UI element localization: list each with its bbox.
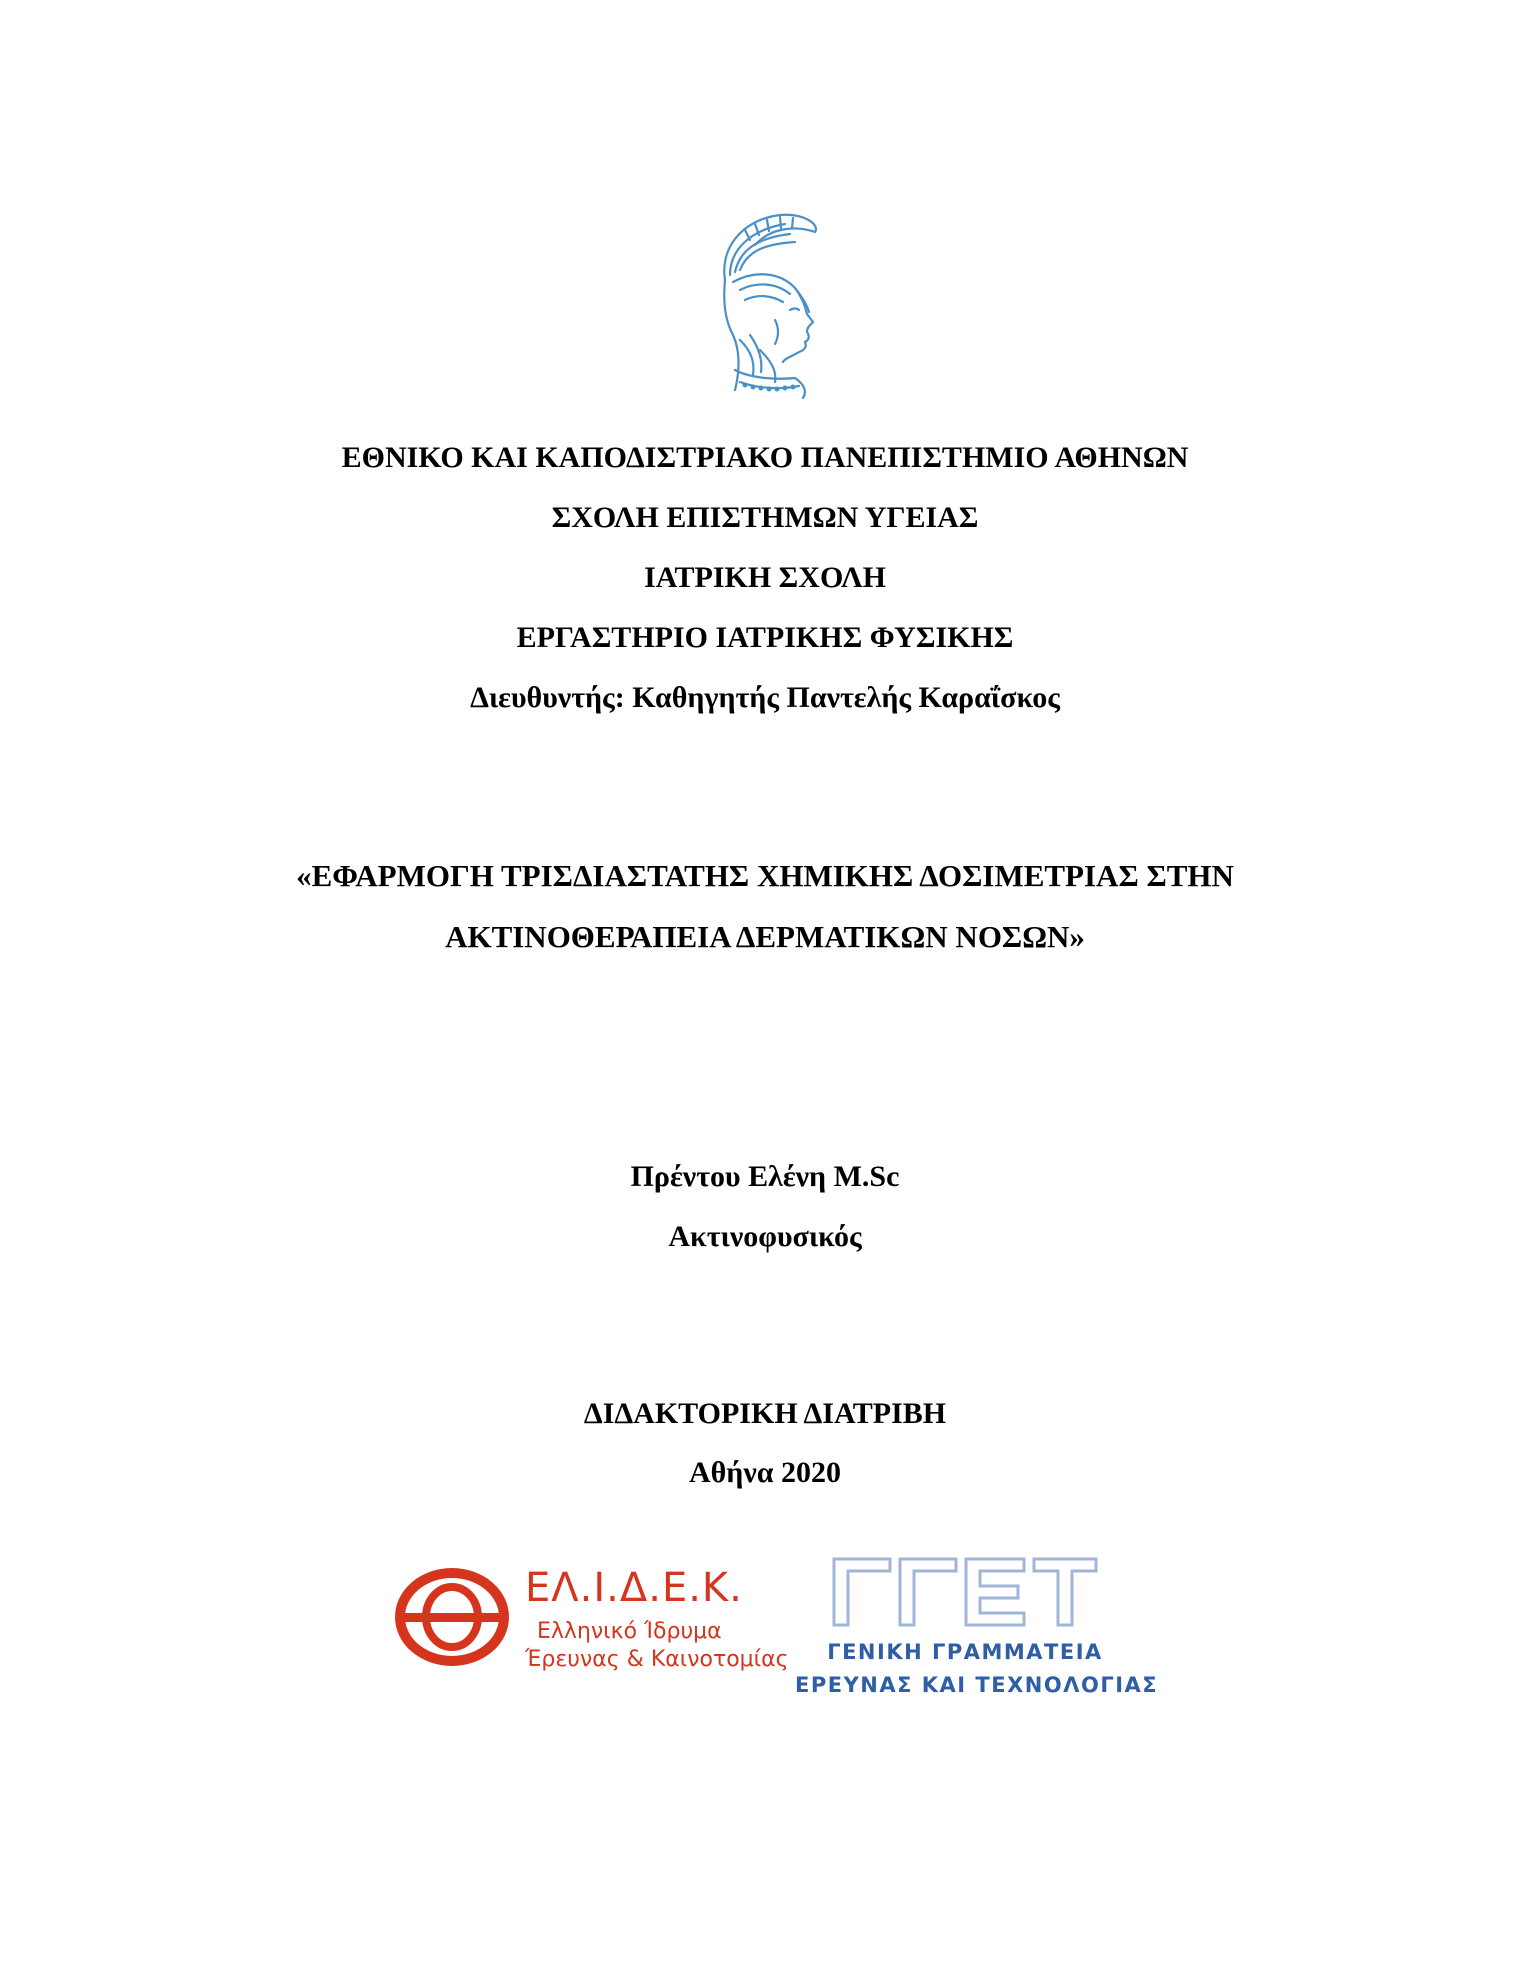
- school-name: ΣΧΟΛΗ ΕΠΙΣΤΗΜΩΝ ΥΓΕΙΑΣ: [551, 501, 979, 534]
- gget-line2: ΕΡΕΥΝΑΣ ΚΑΙ ΤΕΧΝΟΛΟΓΙΑΣ: [795, 1673, 1159, 1697]
- elidek-title: ΕΛ.Ι.Δ.Ε.Κ.: [525, 1565, 743, 1611]
- athena-head-icon: [695, 210, 825, 400]
- university-name: ΕΘΝΙΚΟ ΚΑΙ ΚΑΠΟΔΙΣΤΡΙΑΚΟ ΠΑΝΕΠΙΣΤΗΜΙΟ ΑΘΗΝΩΝ: [341, 441, 1189, 474]
- elidek-logo: [395, 1555, 789, 1695]
- elidek-emblem-icon: [395, 1567, 510, 1667]
- author-role: Ακτινοφυσικός: [668, 1220, 862, 1253]
- faculty-name: ΙΑΤΡΙΚΗ ΣΧΟΛΗ: [644, 561, 886, 594]
- author-name: Πρέντου Ελένη M.Sc: [630, 1160, 900, 1193]
- laboratory-name: ΕΡΓΑΣΤΗΡΙΟ ΙΑΤΡΙΚΗΣ ΦΥΣΙΚΗΣ: [516, 621, 1014, 654]
- gget-wordmark-icon: [830, 1555, 1100, 1630]
- director-line: Διευθυντής: Καθηγητής Παντελής Καραΐσκος: [470, 681, 1060, 714]
- place-year: Αθήνα 2020: [688, 1456, 841, 1489]
- gget-logo: [795, 1540, 1159, 1730]
- elidek-subtitle-2: Έρευνας & Καινοτομίας: [525, 1647, 789, 1672]
- document-type: ΔΙΔΑΚΤΟΡΙΚΗ ΔΙΑΤΡΙΒΗ: [583, 1397, 947, 1430]
- gget-line1: ΓΕΝΙΚΗ ΓΡΑΜΜΑΤΕΙΑ: [827, 1640, 1103, 1664]
- thesis-title-line1: «ΕΦΑΡΜΟΓΗ ΤΡΙΣΔΙΑΣΤΑΤΗΣ ΧΗΜΙΚΗΣ ΔΟΣΙΜΕΤΡΙΑΣ ΣΤΗΝ: [296, 858, 1234, 893]
- elidek-subtitle-1: Ελληνικό Ίδρυμα: [537, 1619, 722, 1644]
- thesis-title-line2: ΑΚΤΙΝΟΘΕΡΑΠΕΙΑ ΔΕΡΜΑΤΙΚΩΝ ΝΟΣΩΝ»: [445, 919, 1085, 954]
